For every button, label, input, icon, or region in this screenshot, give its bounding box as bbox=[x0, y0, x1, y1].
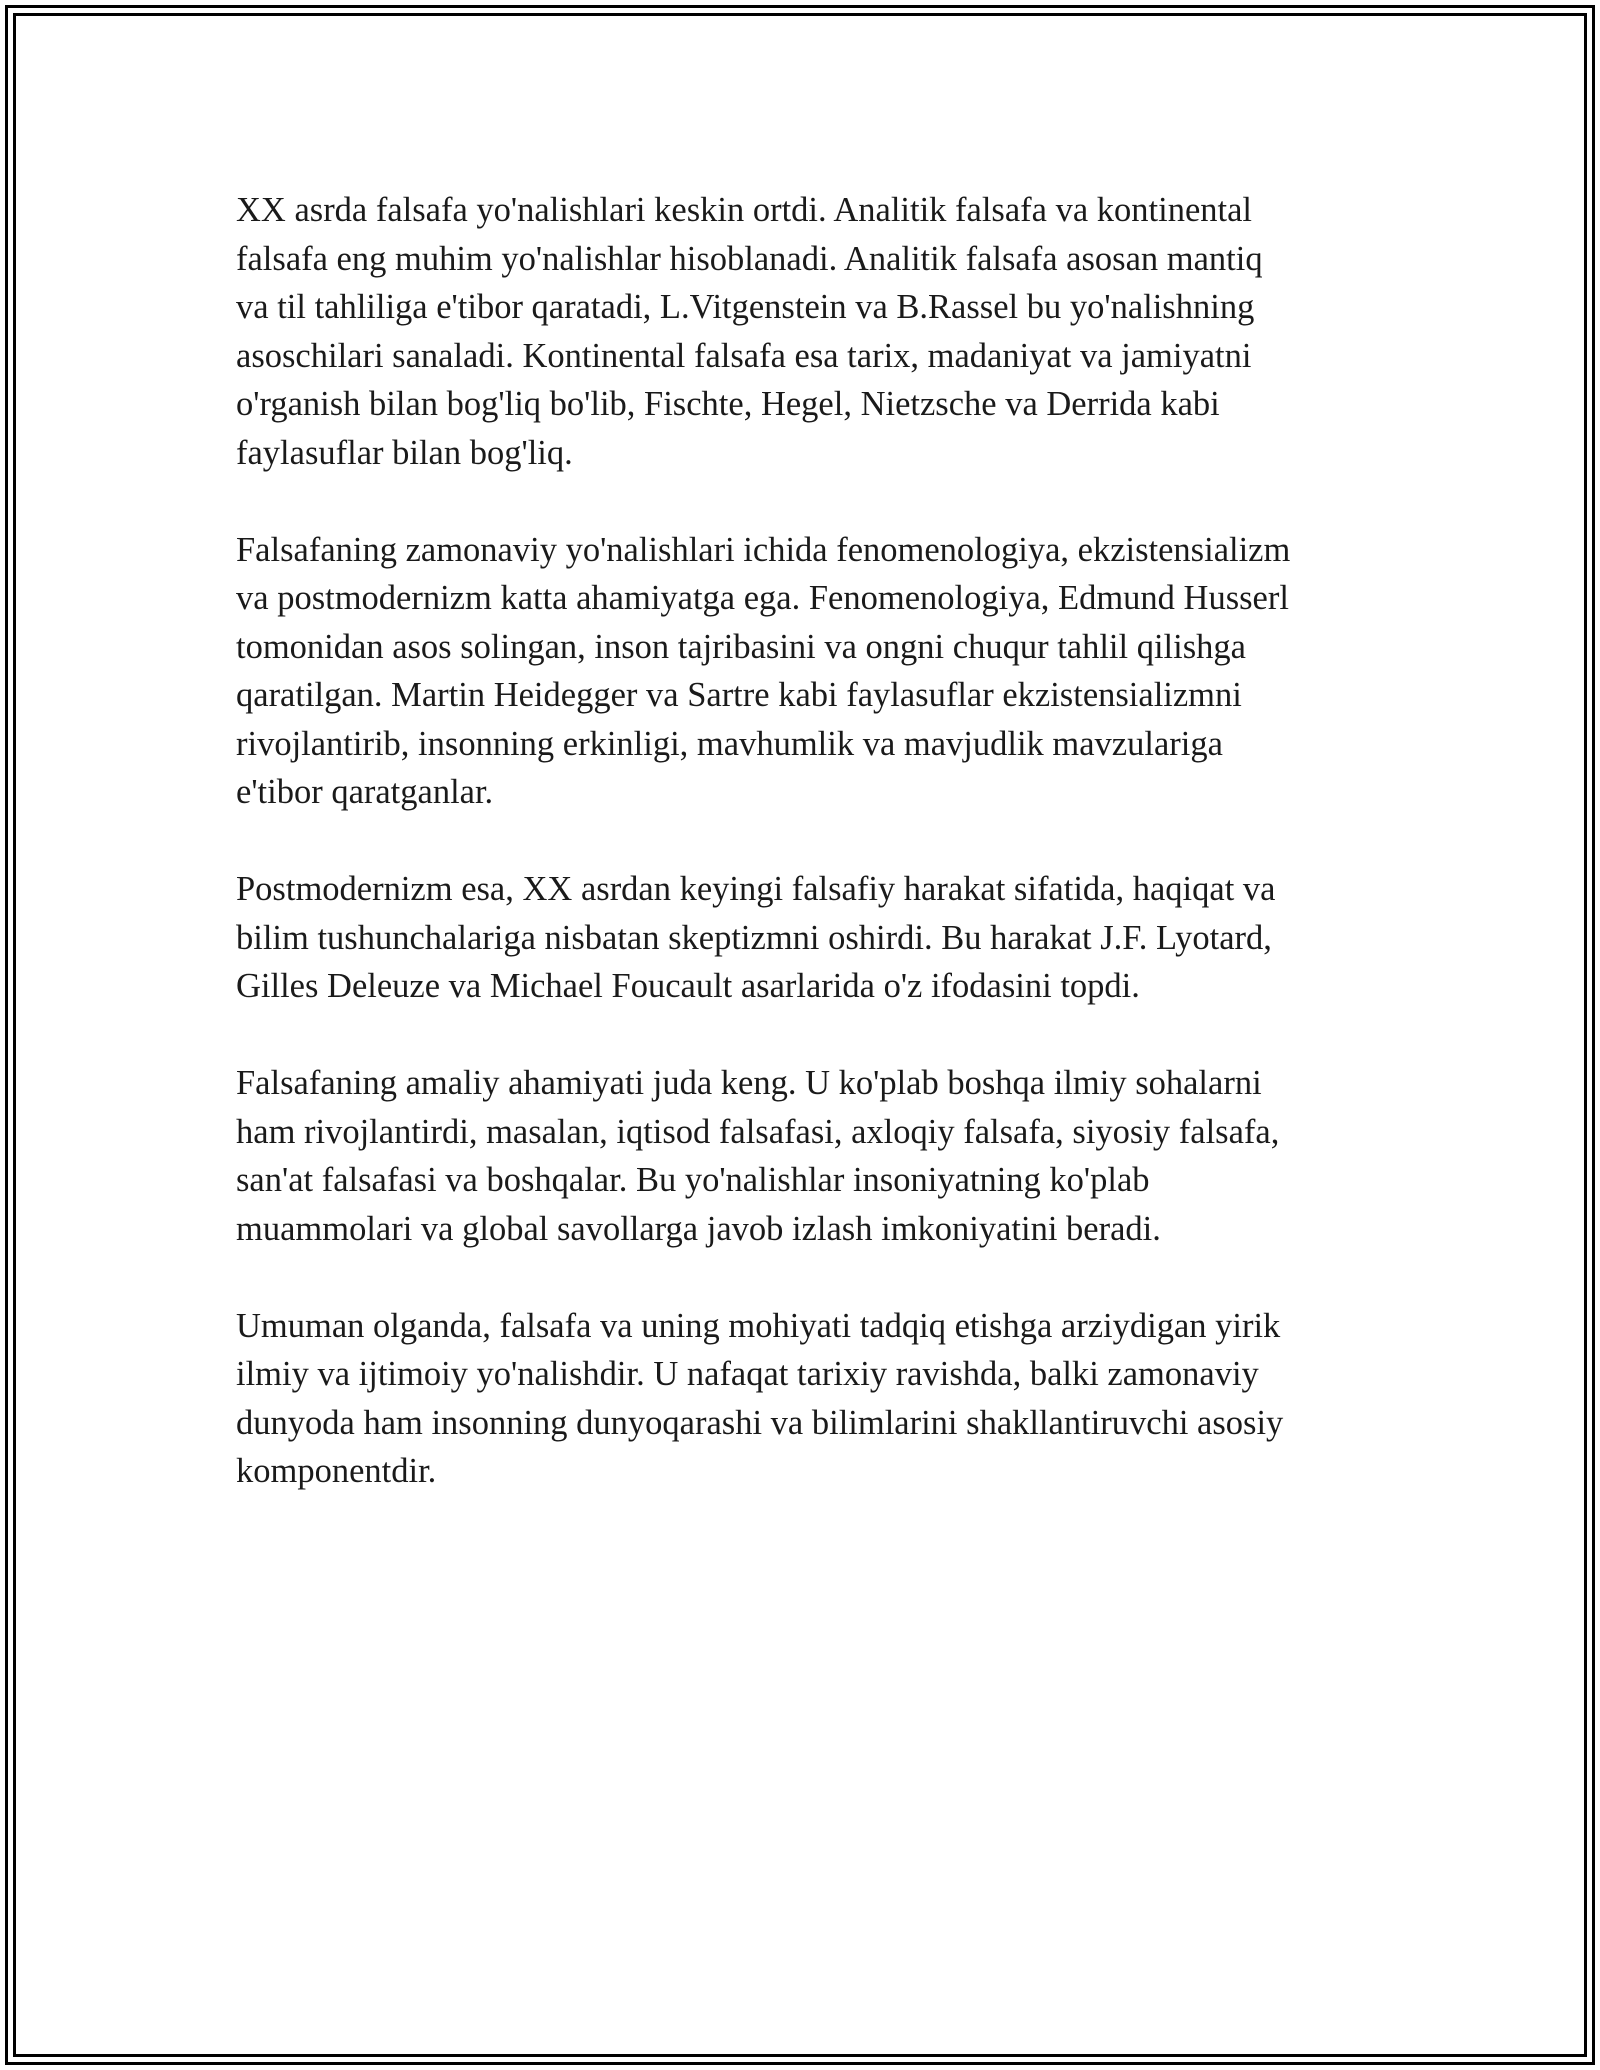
text-line: komponentdir. bbox=[236, 1452, 437, 1490]
text-line: ilmiy va ijtimoiy yo'nalishdir. U nafaqat tarixiy ravishda, balki zamonaviy bbox=[236, 1355, 1259, 1393]
paragraph-4 bbox=[236, 1059, 1366, 1253]
text-line: XX asrda falsafa yo'nalishlari keskin ortdi. Analitik falsafa va kontinental bbox=[236, 191, 1252, 229]
text-line: bilim tushunchalariga nisbatan skeptizmni oshirdi. Bu harakat J.F. Lyotard, bbox=[236, 918, 1272, 957]
paragraph-1 bbox=[236, 186, 1366, 477]
text-line: asoschilari sanaladi. Kontinental falsafa esa tarix, madaniyat va jamiyatni bbox=[236, 336, 1252, 375]
text-line: faylasuflar bilan bog'liq. bbox=[236, 433, 573, 472]
text-line: ham rivojlantirdi, masalan, iqtisod falsafasi, axloqiy falsafa, siyosiy falsafa, bbox=[236, 1112, 1280, 1151]
text-line: e'tibor qaratganlar. bbox=[236, 773, 494, 811]
text-line: dunyoda ham insonning dunyoqarashi va bilimlarini shakllantiruvchi asosiy bbox=[236, 1403, 1284, 1442]
text-line: muammolari va global savollarga javob izlash imkoniyatini beradi. bbox=[236, 1209, 1161, 1248]
text-line: Umuman olganda, falsafa va uning mohiyati tadqiq etishga arziydigan yirik bbox=[236, 1306, 1281, 1345]
text-line: va postmodernizm katta ahamiyatga ega. Fenomenologiya, Edmund Husserl bbox=[236, 579, 1289, 617]
text-line: rivojlantirib, insonning erkinligi, mavhumlik va mavjudlik mavzulariga bbox=[236, 724, 1223, 763]
paragraph-5 bbox=[236, 1302, 1366, 1496]
text-line: Gilles Deleuze va Michael Foucault asarlarida o'z ifodasini topdi. bbox=[236, 967, 1140, 1005]
document-body bbox=[236, 186, 1366, 1544]
text-line: Falsafaning zamonaviy yo'nalishlari ichida fenomenologiya, ekzistensializm bbox=[236, 530, 1291, 569]
text-line: san'at falsafasi va boshqalar. Bu yo'nalishlar insoniyatning ko'plab bbox=[236, 1161, 1150, 1199]
text-line: Falsafaning amaliy ahamiyati juda keng. U ko'plab boshqa ilmiy sohalarni bbox=[236, 1064, 1262, 1102]
text-line: tomonidan asos solingan, inson tajribasini va ongni chuqur tahlil qilishga bbox=[236, 627, 1246, 666]
text-line: qaratilgan. Martin Heidegger va Sartre kabi faylasuflar ekzistensializmni bbox=[236, 676, 1242, 714]
text-line: va til tahliliga e'tibor qaratadi, L.Vitgenstein va B.Rassel bu yo'nalishning bbox=[236, 288, 1255, 326]
paragraph-2 bbox=[236, 526, 1366, 817]
text-line: o'rganish bilan bog'liq bo'lib, Fischte, Hegel, Nietzsche va Derrida kabi bbox=[236, 385, 1220, 423]
text-line: Postmodernizm esa, XX asrdan keyingi falsafiy harakat sifatida, haqiqat va bbox=[236, 870, 1276, 908]
text-line: falsafa eng muhim yo'nalishlar hisoblanadi. Analitik falsafa asosan mantiq bbox=[236, 239, 1263, 278]
paragraph-3 bbox=[236, 865, 1366, 1011]
